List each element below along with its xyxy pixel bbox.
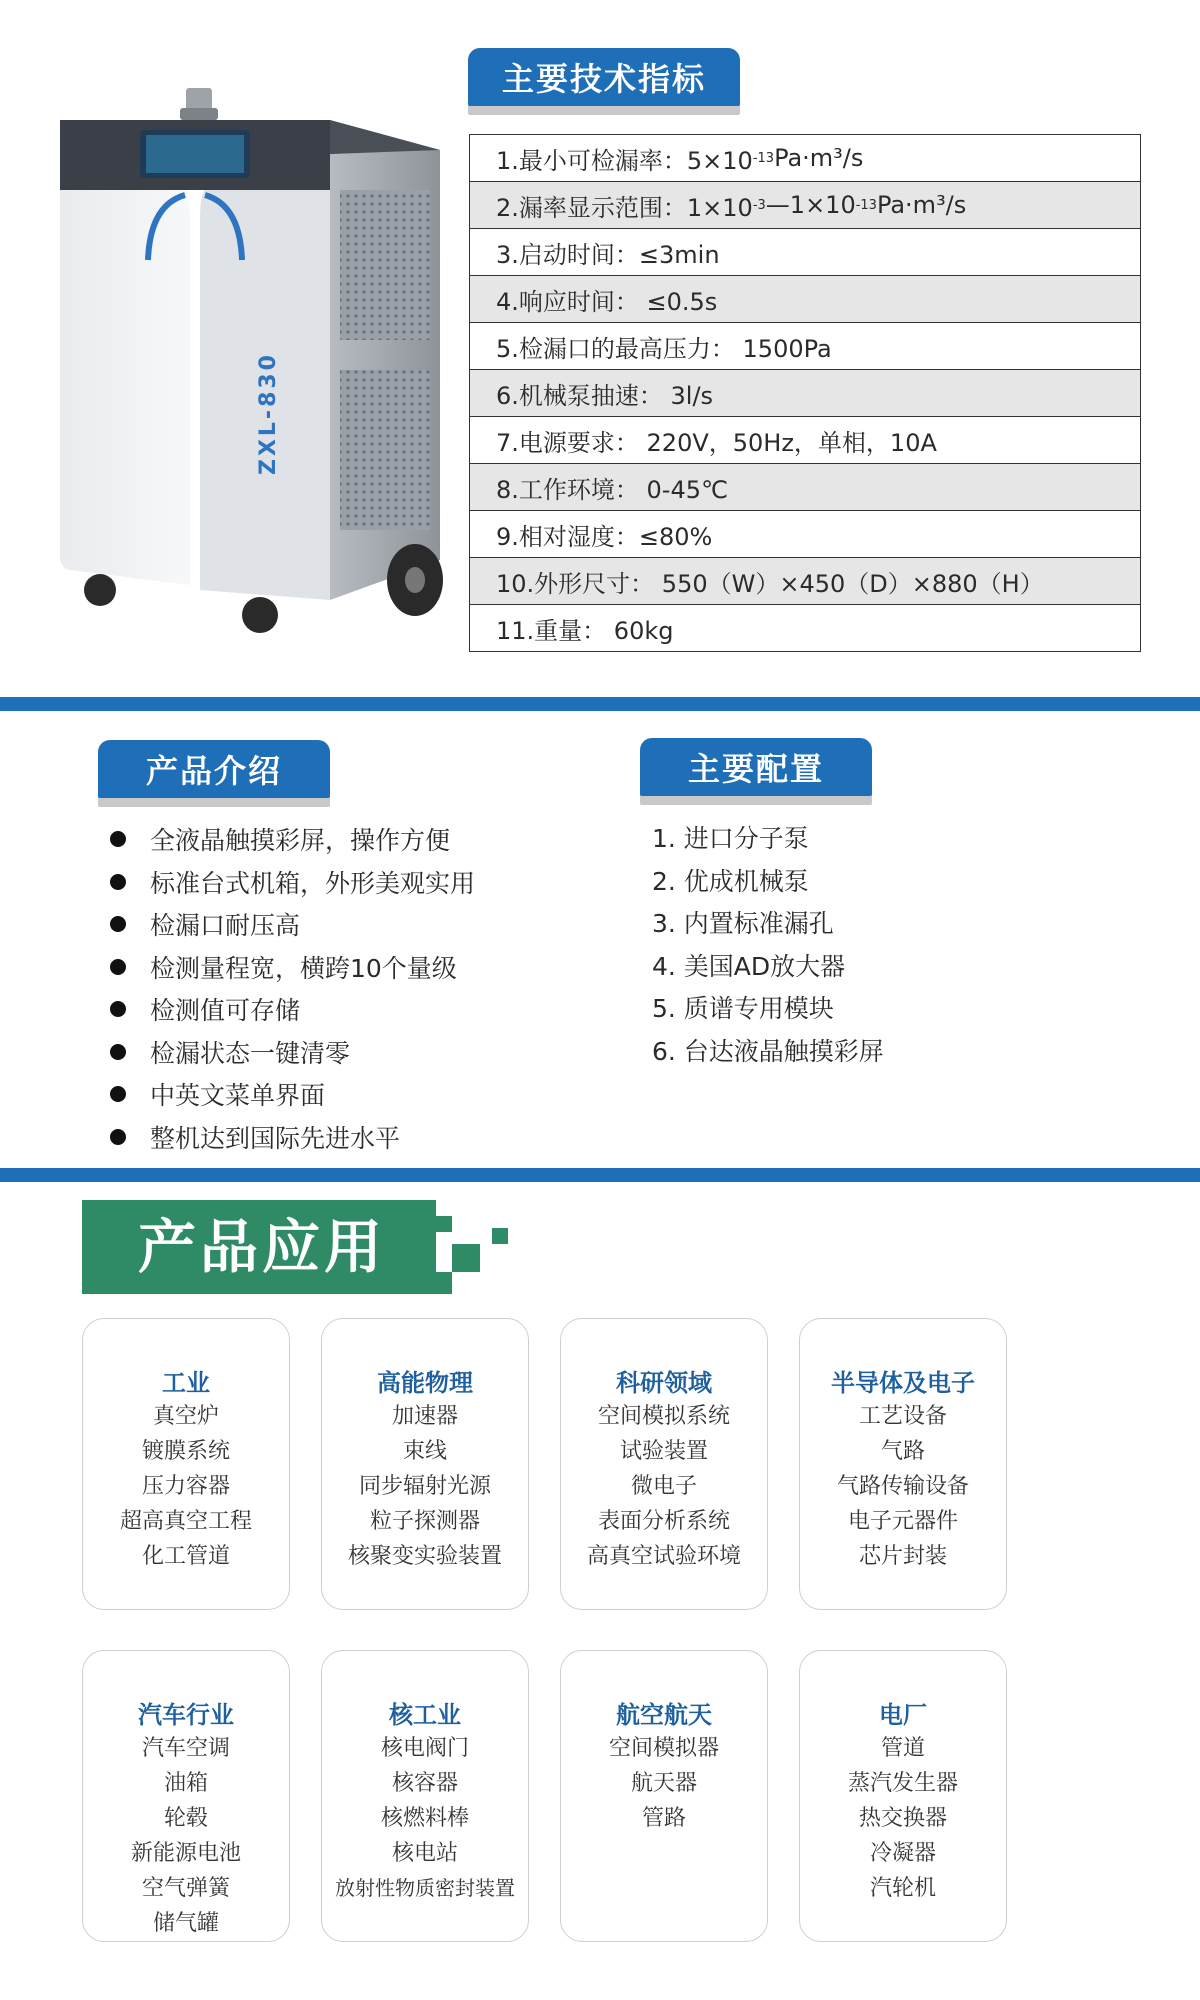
card-heading: 工业 xyxy=(162,1369,210,1397)
card-item: 核容器 xyxy=(391,1771,458,1796)
card-item: 气路传输设备 xyxy=(836,1474,969,1499)
section-divider xyxy=(0,697,1200,711)
spec-row xyxy=(469,323,1141,370)
config-item: 6. 台达液晶触摸彩屏 xyxy=(652,1036,884,1066)
intro-item xyxy=(110,988,475,1031)
intro-item-text: 检漏状态一键清零 xyxy=(150,1038,351,1068)
card-item: 汽车空调 xyxy=(141,1736,230,1761)
intro-item-text: 检漏口耐压高 xyxy=(150,911,301,941)
card-item: 冷凝器 xyxy=(869,1841,936,1866)
card-heading: 高能物理 xyxy=(377,1369,473,1397)
bullet-dot-icon xyxy=(110,1044,126,1060)
card-item: 油箱 xyxy=(163,1771,208,1796)
spec-row xyxy=(469,229,1141,276)
intro-item xyxy=(110,818,475,861)
card-heading: 科研领域 xyxy=(616,1369,712,1397)
card-item: 空间模拟系统 xyxy=(597,1404,730,1429)
card-item: 试验装置 xyxy=(619,1439,708,1464)
spec-part: 1.最小可检漏率：5×10 xyxy=(496,146,753,175)
intro-item xyxy=(110,1073,475,1116)
bullet-dot-icon xyxy=(110,1001,126,1017)
applications-title: 产品应用 xyxy=(138,1213,387,1281)
intro-item-text: 检测值可存储 xyxy=(150,996,301,1026)
decor-square xyxy=(436,1216,452,1232)
spec-text: 5.检漏口的最高压力： 1500Pa xyxy=(496,334,832,363)
card-heading: 电厂 xyxy=(879,1701,927,1729)
application-card xyxy=(82,1318,290,1610)
application-card xyxy=(560,1650,768,1942)
bullet-dot-icon xyxy=(110,916,126,932)
spec-part: -13 xyxy=(752,150,775,166)
application-card xyxy=(82,1650,290,1942)
card-item: 轮毂 xyxy=(163,1806,208,1831)
card-item: 热交换器 xyxy=(858,1806,947,1831)
card-heading: 航空航天 xyxy=(616,1701,712,1729)
spec-row xyxy=(469,464,1141,511)
intro-title: 产品介绍 xyxy=(98,740,330,798)
spec-part: 2.漏率显示范围：1×10 xyxy=(496,193,753,222)
card-item: 镀膜系统 xyxy=(141,1439,230,1464)
spec-part: Pa·m³/s xyxy=(876,191,967,219)
card-heading: 半导体及电子 xyxy=(831,1369,975,1397)
config-title: 主要配置 xyxy=(640,738,872,796)
spec-row xyxy=(469,511,1141,558)
card-item: 放射性物质密封装置 xyxy=(335,1876,515,1900)
bullet-dot-icon xyxy=(110,831,126,847)
spec-text: 11.重量： 60kg xyxy=(496,616,674,645)
spec-text: 7.电源要求： 220V，50Hz，单相，10A xyxy=(496,428,937,457)
card-item: 压力容器 xyxy=(141,1474,230,1499)
card-item: 工艺设备 xyxy=(858,1404,947,1429)
leak-detector-machine-image xyxy=(40,80,460,660)
section-divider xyxy=(0,1168,1200,1182)
config-item: 1. 进口分子泵 xyxy=(652,824,809,854)
spec-row xyxy=(469,182,1141,229)
spec-table xyxy=(469,134,1141,652)
spec-row xyxy=(469,605,1141,652)
card-item: 管道 xyxy=(880,1736,925,1761)
application-card xyxy=(799,1650,1007,1942)
card-heading: 核工业 xyxy=(389,1701,461,1729)
card-item: 航天器 xyxy=(630,1771,697,1796)
intro-item-text: 全液晶触摸彩屏，操作方便 xyxy=(150,826,451,856)
config-item: 4. 美国AD放大器 xyxy=(652,951,846,981)
card-item: 蒸汽发生器 xyxy=(847,1771,958,1796)
spec-row xyxy=(469,135,1141,182)
card-item: 核电阀门 xyxy=(380,1736,469,1761)
card-item: 新能源电池 xyxy=(130,1841,241,1866)
application-card xyxy=(321,1318,529,1610)
config-list xyxy=(652,816,884,1071)
intro-item xyxy=(110,1116,475,1159)
config-item: 3. 内置标准漏孔 xyxy=(652,909,834,939)
card-item: 核电站 xyxy=(391,1841,458,1866)
card-item: 真空炉 xyxy=(152,1404,219,1429)
application-card xyxy=(560,1318,768,1610)
card-item: 微电子 xyxy=(630,1474,697,1499)
intro-item-text: 检测量程宽，横跨10个量级 xyxy=(150,953,457,983)
intro-item-text: 标准台式机箱，外形美观实用 xyxy=(150,868,476,898)
intro-item xyxy=(110,1031,475,1074)
application-card xyxy=(321,1650,529,1942)
card-item: 同步辐射光源 xyxy=(358,1474,491,1499)
card-item: 超高真空工程 xyxy=(119,1509,252,1534)
bullet-dot-icon xyxy=(110,1086,126,1102)
card-item: 空气弹簧 xyxy=(141,1876,230,1901)
card-item: 气路 xyxy=(880,1439,925,1464)
decor-square xyxy=(492,1228,508,1244)
spec-part: -13 xyxy=(855,197,877,213)
spec-part: —1×10 xyxy=(765,191,856,219)
card-item: 表面分析系统 xyxy=(597,1509,730,1534)
card-item: 电子元器件 xyxy=(847,1509,958,1534)
intro-list xyxy=(110,818,475,1158)
card-item: 粒子探测器 xyxy=(369,1509,480,1534)
card-item: 核聚变实验装置 xyxy=(347,1544,502,1569)
bullet-dot-icon xyxy=(110,1129,126,1145)
spec-row xyxy=(469,370,1141,417)
card-item: 束线 xyxy=(402,1439,447,1464)
bullet-dot-icon xyxy=(110,959,126,975)
card-item: 汽轮机 xyxy=(869,1876,936,1901)
model-label: ZXL-830 xyxy=(256,352,281,475)
card-item: 管路 xyxy=(641,1806,686,1831)
card-item: 储气罐 xyxy=(152,1911,219,1936)
decor-square xyxy=(452,1244,480,1272)
spec-row xyxy=(469,558,1141,605)
spec-text: 8.工作环境： 0-45℃ xyxy=(496,475,728,504)
intro-item xyxy=(110,946,475,989)
applications-banner xyxy=(82,1200,508,1294)
spec-row xyxy=(469,276,1141,323)
intro-item-text: 整机达到国际先进水平 xyxy=(150,1123,401,1153)
bullet-dot-icon xyxy=(110,874,126,890)
spec-text: 10.外形尺寸： 550（W）×450（D）×880（H） xyxy=(496,569,1044,598)
spec-part: Pa·m³/s xyxy=(774,144,864,172)
card-item: 化工管道 xyxy=(141,1544,230,1569)
spec-part: -3 xyxy=(752,197,766,213)
card-item: 芯片封装 xyxy=(858,1544,947,1569)
config-item: 5. 质谱专用模块 xyxy=(652,994,834,1024)
spec-text: 3.启动时间：≤3min xyxy=(496,240,720,269)
decor-square xyxy=(430,1272,452,1294)
card-item: 空间模拟器 xyxy=(608,1736,719,1761)
card-item: 加速器 xyxy=(391,1404,458,1429)
application-card xyxy=(799,1318,1007,1610)
intro-item-text: 中英文菜单界面 xyxy=(150,1081,326,1111)
card-heading: 汽车行业 xyxy=(138,1701,234,1729)
spec-text: 6.机械泵抽速： 3l/s xyxy=(496,381,714,410)
card-item: 核燃料棒 xyxy=(380,1806,469,1831)
config-item: 2. 优成机械泵 xyxy=(652,866,809,896)
spec-text: 9.相对湿度：≤80% xyxy=(496,522,713,551)
intro-item xyxy=(110,903,475,946)
specs-title: 主要技术指标 xyxy=(468,48,740,106)
spec-text: 4.响应时间： ≤0.5s xyxy=(496,287,718,316)
spec-row xyxy=(469,417,1141,464)
intro-item xyxy=(110,861,475,904)
card-item: 高真空试验环境 xyxy=(586,1544,741,1569)
